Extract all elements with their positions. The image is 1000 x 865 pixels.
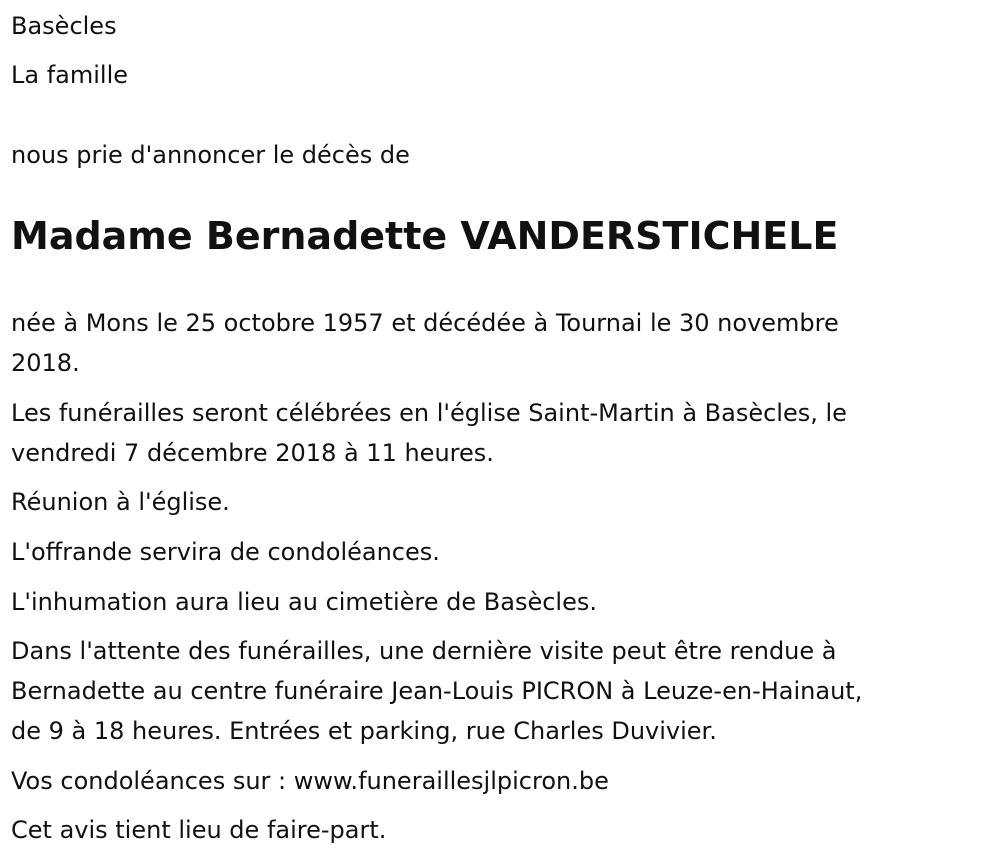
family-label: La famille	[11, 61, 129, 89]
paragraph-line: 2018.	[11, 349, 80, 377]
funeral-paragraph	[11, 393, 971, 473]
paragraph-line: vendredi 7 décembre 2018 à 11 heures.	[11, 439, 494, 467]
paragraph-line: Réunion à l'église.	[11, 488, 230, 516]
condolences-paragraph	[11, 761, 971, 801]
visit-paragraph	[11, 631, 971, 751]
paragraph-line: L'offrande servira de condoléances.	[11, 538, 440, 566]
birth-death-paragraph	[11, 303, 971, 383]
meeting-paragraph	[11, 482, 971, 522]
paragraph-line: Dans l'attente des funérailles, une dernière visite peut être rendue à	[11, 637, 837, 665]
paragraph-line: Vos condoléances sur : www.funeraillesjlpicron.be	[11, 767, 609, 795]
deceased-name: Madame Bernadette VANDERSTICHELE	[11, 214, 839, 258]
paragraph-line: Cet avis tient lieu de faire-part.	[11, 816, 387, 844]
paragraph-line: de 9 à 18 heures. Entrées et parking, rue Charles Duvivier.	[11, 717, 717, 745]
notice-paragraph	[11, 810, 971, 850]
burial-paragraph	[11, 582, 971, 622]
offering-paragraph	[11, 532, 971, 572]
paragraph-line: L'inhumation aura lieu au cimetière de Basècles.	[11, 588, 597, 616]
paragraph-line: née à Mons le 25 octobre 1957 et décédée à Tournai le 30 novembre	[11, 309, 839, 337]
city-label: Basècles	[11, 12, 117, 40]
paragraph-line: Bernadette au centre funéraire Jean-Louis PICRON à Leuze-en-Hainaut,	[11, 677, 863, 705]
announce-text: nous prie d'annoncer le décès de	[11, 141, 410, 169]
paragraph-line: Les funérailles seront célébrées en l'église Saint-Martin à Basècles, le	[11, 399, 847, 427]
